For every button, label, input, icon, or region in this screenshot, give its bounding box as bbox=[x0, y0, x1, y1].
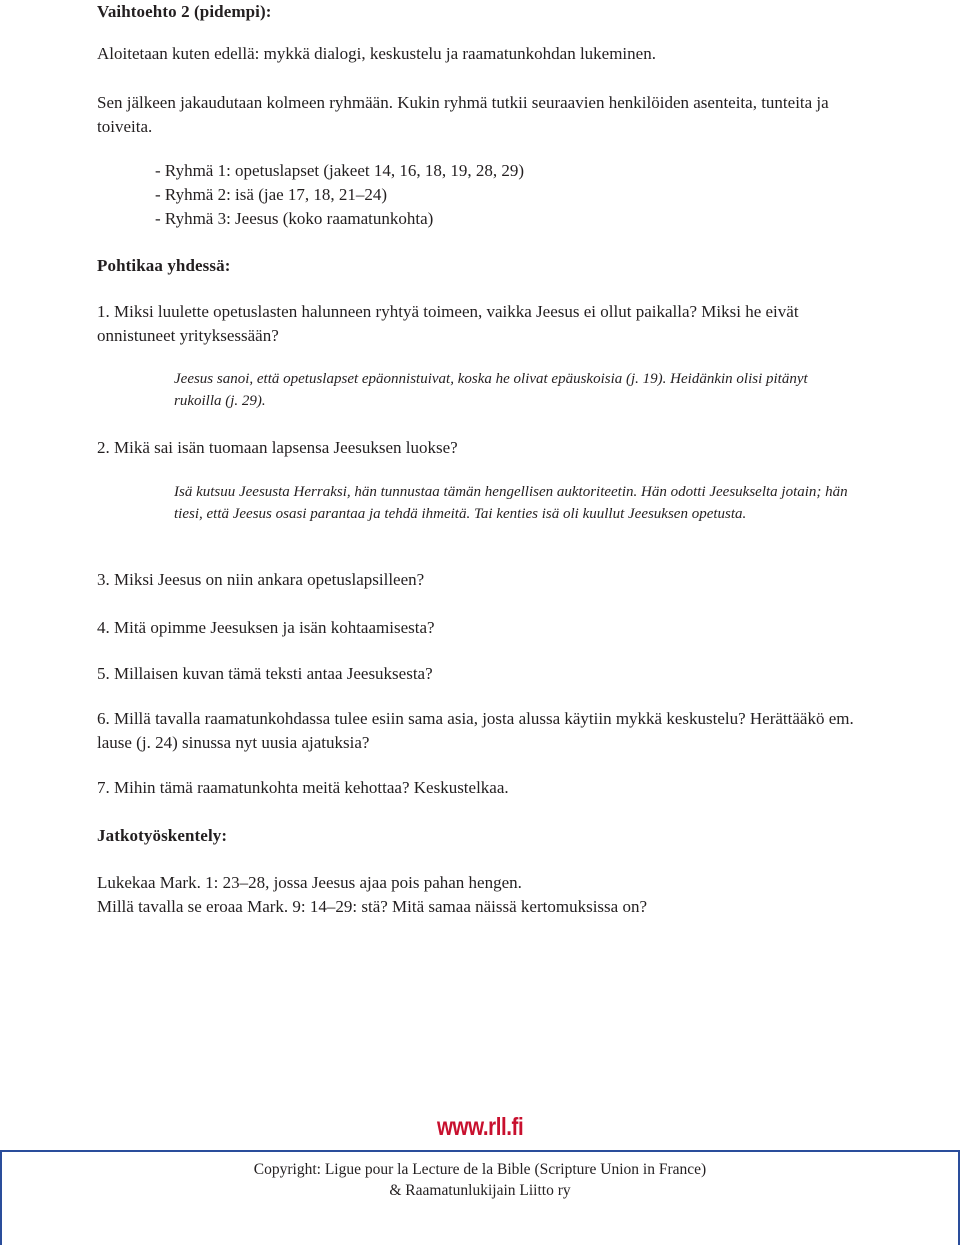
question-1: 1. Miksi luulette opetuslasten halunneen ryhtyä toimeen, vaikka Jeesus ei ollut paikalla? Miksi he eivät onnistuneet yrityksessään? bbox=[97, 302, 799, 345]
option-heading: Vaihtoehto 2 (pidempi): bbox=[97, 2, 272, 21]
answer-2: Isä kutsuu Jeesusta Herraksi, hän tunnustaa tämän hengellisen auktoriteetin. Hän odotti Jeesukselta jotain; hän tiesi, että Jeesus osasi parantaa ja tehdä ihmeitä. Tai kenties isä oli kuullut Jeesuksen opetusta. bbox=[174, 484, 848, 522]
group-item: - Ryhmä 2: isä (jae 17, 18, 21–24) bbox=[155, 185, 388, 204]
copyright-line-2: & Raamatunlukijain Liitto ry bbox=[389, 1182, 571, 1199]
question-4: 4. Mitä opimme Jeesuksen ja isän kohtaamisesta? bbox=[97, 618, 435, 637]
group-item: - Ryhmä 3: Jeesus (koko raamatunkohta) bbox=[155, 209, 434, 228]
group-item: - Ryhmä 1: opetuslapset (jakeet 14, 16, 18, 19, 28, 29) bbox=[155, 161, 525, 180]
followup-line: Lukekaa Mark. 1: 23–28, jossa Jeesus ajaa pois pahan hengen. bbox=[97, 873, 522, 892]
website-link[interactable]: www.rll.fi bbox=[437, 1113, 524, 1141]
answer-1: Jeesus sanoi, että opetuslapset epäonnistuivat, koska he olivat epäuskoisia (j. 19). Heidänkin olisi pitänyt rukoilla (j. 29). bbox=[174, 371, 808, 409]
copyright-line-1: Copyright: Ligue pour la Lecture de la Bible (Scripture Union in France) bbox=[253, 1161, 707, 1178]
question-5: 5. Millaisen kuvan tämä teksti antaa Jeesuksesta? bbox=[97, 664, 433, 683]
question-6: 6. Millä tavalla raamatunkohdassa tulee esiin sama asia, josta alussa käytiin mykkä keskustelu? Herättääkö em. lause (j. 24) sinussa nyt uusia ajatuksia? bbox=[97, 709, 854, 752]
question-7: 7. Mihin tämä raamatunkohta meitä kehottaa? Keskustelkaa. bbox=[97, 778, 509, 797]
division-paragraph: Sen jälkeen jakaudutaan kolmeen ryhmään. Kukin ryhmä tutkii seuraavien henkilöiden asenteita, tunteita ja toiveita. bbox=[97, 93, 829, 136]
question-2: 2. Mikä sai isän tuomaan lapsensa Jeesuksen luokse? bbox=[97, 438, 458, 457]
followup-heading: Jatkotyöskentely: bbox=[97, 826, 228, 845]
intro-paragraph: Aloitetaan kuten edellä: mykkä dialogi, keskustelu ja raamatunkohdan lukeminen. bbox=[97, 44, 656, 63]
followup-line: Millä tavalla se eroaa Mark. 9: 14–29: stä? Mitä samaa näissä kertomuksissa on? bbox=[97, 897, 647, 916]
question-3: 3. Miksi Jeesus on niin ankara opetuslapsilleen? bbox=[97, 570, 425, 589]
reflect-heading: Pohtikaa yhdessä: bbox=[97, 256, 231, 275]
